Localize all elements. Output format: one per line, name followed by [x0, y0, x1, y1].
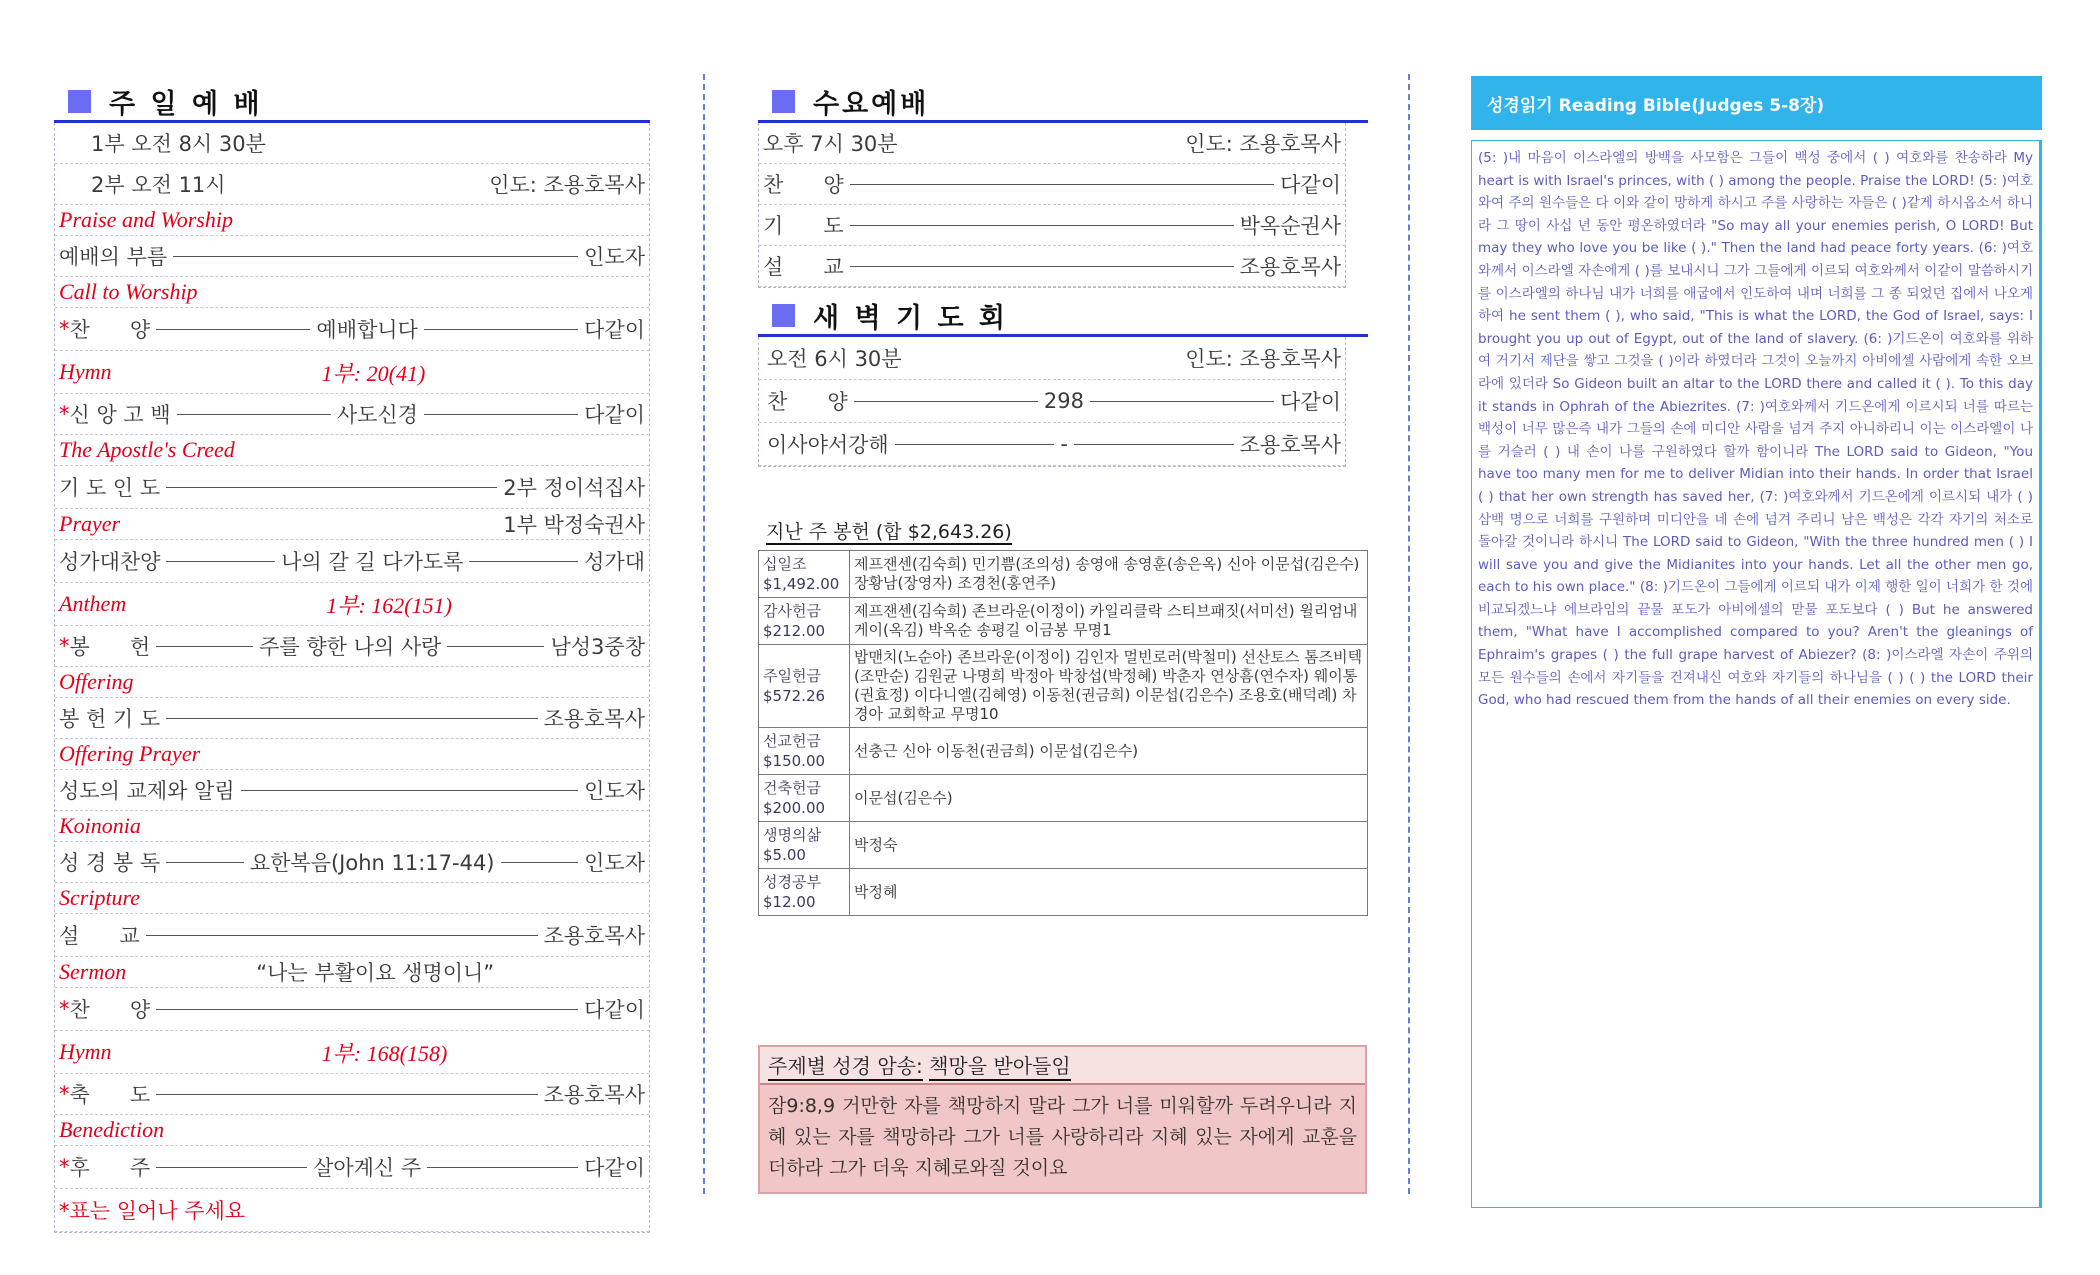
- item-title: 살아계신 주: [313, 1156, 422, 1180]
- order-item-en: [55, 509, 649, 540]
- offering-names: 박정혜: [850, 869, 1368, 916]
- stand-marker: *: [59, 997, 70, 1021]
- order-item-en: [55, 739, 649, 770]
- time-row: [55, 123, 649, 164]
- order-item: [55, 308, 649, 351]
- offering-amount: $150.00: [763, 752, 826, 770]
- item-who: 다같이: [1280, 390, 1342, 414]
- square-bullet-icon: [772, 90, 795, 113]
- order-of-service: [54, 123, 650, 1233]
- item-label: 찬 양: [69, 318, 151, 342]
- english-label: Call to Worship: [59, 279, 198, 304]
- order-item-en: [55, 277, 649, 308]
- offering-row: [759, 775, 1368, 822]
- item-who: 조용호목사: [543, 707, 645, 731]
- offering-category: [759, 645, 850, 728]
- item-who: 다같이: [584, 998, 645, 1022]
- order-item-en: [55, 811, 649, 842]
- bible-reading-box: [1471, 140, 2042, 1208]
- offering-category: [759, 728, 850, 775]
- offering-names: 제프잰센(김숙희) 민기쁨(조의성) 송영애 송영훈(송은옥) 신아 이문섭(김은수) 장황남(장영자) 조경천(홍연주): [850, 551, 1368, 598]
- offering-names: 밥맨치(노순아) 존브라운(이정이) 김인자 멀빈로러(박철미) 선산토스 톰즈비텍(조만순) 김원균 나명희 박정아 박창섭(박정혜) 박춘자 연상흠(연수자) 웨이통(권효정) 이다니엘(김혜영) 이동천(권금희) 이문섭(김은수) 조용호(배덕례) 차경아 교회학교 무명10: [850, 645, 1368, 728]
- offering-category: [759, 551, 850, 598]
- offering-category-label: 주일헌금: [763, 667, 821, 685]
- order-item: [55, 914, 649, 957]
- sermon-title: “나는 부활이요 생명이니”: [256, 961, 495, 985]
- column-divider: [1408, 74, 1410, 1194]
- offering-category-label: 성경공부: [763, 873, 821, 891]
- bible-reading-header: [1471, 76, 2042, 130]
- item-title: 요한복음(John 11:17-44): [249, 851, 495, 875]
- item-who: 조용호목사: [1239, 433, 1342, 457]
- offering-row: [759, 551, 1368, 598]
- order-item: [55, 394, 649, 435]
- item-title: 사도신경: [336, 403, 418, 427]
- service-time: 1부 오전 8시 30분: [91, 132, 266, 156]
- item-title: 나의 갈 길 다가도록: [281, 550, 464, 574]
- hymn-number: 1부: 162(151): [326, 592, 452, 618]
- item-label: 설 교: [59, 924, 140, 948]
- leader: 인도: 조용호목사: [1185, 347, 1341, 371]
- order-item: [759, 205, 1345, 246]
- section-title: 주 일 예 배: [109, 88, 263, 120]
- item-label: 찬 양: [763, 173, 844, 197]
- column-divider: [703, 74, 705, 1194]
- english-label: Benediction: [59, 1117, 165, 1142]
- item-label: 설 교: [763, 255, 844, 279]
- item-label: 성 경 봉 독: [59, 851, 161, 875]
- english-label: Hymn: [59, 1039, 112, 1064]
- section-title: 수요예배: [813, 88, 930, 120]
- item-label: 봉 헌 기 도: [59, 707, 161, 731]
- item-label: 후 주: [69, 1156, 151, 1180]
- order-item-en: [55, 883, 649, 914]
- offering-names: 박정숙: [850, 822, 1368, 869]
- wednesday-order: [758, 123, 1346, 288]
- item-label: 기 도 인 도: [59, 476, 161, 500]
- item-label: 축 도: [69, 1083, 151, 1107]
- item-who: 2부 정이석집사: [503, 476, 645, 500]
- order-item: [759, 246, 1345, 287]
- offering-title: [758, 517, 1368, 544]
- memory-verse-topic: 책망을 받아들임: [929, 1050, 1071, 1081]
- bible-reading-title: 성경읽기 Reading Bible(Judges 5-8장): [1487, 95, 1825, 116]
- standing-note: *표는 일어나 주세요: [59, 1199, 246, 1223]
- offering-row: [759, 822, 1368, 869]
- item-who: 다같이: [584, 403, 645, 427]
- stand-marker: *: [59, 634, 70, 658]
- leader: 인도: 조용호목사: [1185, 132, 1341, 156]
- item-who: 조용호목사: [543, 1083, 645, 1107]
- offering-title-text: 지난 주 봉헌 (합 $2,643.26): [766, 521, 1012, 543]
- order-item: [759, 337, 1345, 380]
- english-label: Offering Prayer: [59, 741, 201, 766]
- order-item-en: [55, 957, 649, 988]
- offering-category-label: 감사헌금: [763, 602, 821, 620]
- item-who: 인도자: [584, 245, 645, 269]
- offering-row: [759, 598, 1368, 645]
- item-label: 성도의 교제와 알림: [59, 779, 235, 803]
- english-label: Praise and Worship: [59, 207, 233, 232]
- service-time: 오전 6시 30분: [767, 347, 902, 371]
- stand-marker: *: [59, 1155, 70, 1179]
- offering-amount: $12.00: [763, 893, 816, 911]
- offering-category: [759, 775, 850, 822]
- item-who: 1부 박정숙권사: [503, 513, 645, 537]
- offering-category-label: 건축헌금: [763, 779, 821, 797]
- order-item-en: [55, 351, 649, 394]
- item-who: 박옥순권사: [1239, 214, 1341, 238]
- square-bullet-icon: [772, 304, 795, 327]
- service-time: 오후 7시 30분: [763, 132, 898, 156]
- item-who: 인도자: [584, 779, 645, 803]
- offering-category-label: 생명의삶: [763, 826, 821, 844]
- weekday-services: [758, 82, 1368, 916]
- sunday-header: [54, 82, 650, 123]
- item-who: 인도자: [584, 851, 645, 875]
- offering-amount: $5.00: [763, 846, 806, 864]
- hymn-number: 298: [1043, 389, 1084, 413]
- item-label: 기 도: [763, 214, 844, 238]
- order-item: [759, 423, 1345, 466]
- item-label: 성가대찬양: [59, 550, 161, 574]
- offering-row: [759, 645, 1368, 728]
- section-title: 새 벽 기 도 회: [813, 302, 1009, 334]
- order-item: [55, 770, 649, 811]
- memory-verse-header: [760, 1047, 1365, 1085]
- square-bullet-icon: [68, 90, 91, 113]
- order-item: [759, 380, 1345, 423]
- bible-reading-text: (5: )내 마음이 이스라엘의 방백을 사모함은 그들이 백성 중에서 ( ) 여호와를 찬송하라 My heart is with Israel's princes, with ( ) among the people. Praise the LORD! (5: )여호와여 주의 원수들은 다 이와 같이 망하게 하시고 주를 사랑하는 자들은 ( )같게 하시옵소서 하니라 그 땅이 사십 년 동안 평온하였더라 "So may all your enemies perish, O LORD! But may they who love you be like ( )." Then the land had peace forty years. (6: )여호와께서 이스라엘 자손에게 ( )를 보내시니 그가 그들에게 이르되 여호와께서 이같이 말씀하시기를 이스라엘의 하나님 내가 너희를 애굽에서 인도하여 내며 너희를 그 종 되었던 집에서 나오게 하여 he sent them ( ), who said, "This is what the LORD, the God of Israel, says: I brought you up out of Egypt, out of the land of slavery. (6: )기드온이 여호와를 위하여 거기서 제단을 쌓고 그것을 ( )이라 하였더라 그것이 오늘까지 아비에셀 사람에게 속한 오브라에 있더라 So Gideon built an altar to the LORD there and called it ( ). To this day it stands in Ophrah of the Abiezrites. (7: )여호와께서 기드온에게 이르시되 너를 따르는 백성이 너무 많은즉 내가 그들의 손에 미디안 사람을 넘겨 주지 아니하리니 이는 이스라엘이 나를 거슬러 ( ) 내 손이 나를 구원하였다 할까 함이니라 The LORD said to Gideon, "You have too many men for me to deliver Midian into their hands. In order that Israel ( ) that her own strength has saved her, (7: )여호와께서 기드온에게 이르시되 내가 ( )삼백 명으로 너희를 구원하며 미디안을 네 손에 넘겨 주리니 남은 백성은 각각 자기의 처소로 돌아갈 것이니라 하시니 The LORD said to Gideon, "With the three hundred men ( ) I will save you and give the Midianites into your hands. Let all the other men go, each to his own place." (8: )기드온이 그들에게 이르되 내가 이제 행한 일이 너희가 한 것에 비교되겠느냐 에브라임의 끝물 포도가 아비에셀의 맏물 포도보다 ( ) But he answered them, "What have I accomplished compared to you? Aren't the gleanings of Ephraim's grapes ( ) the full grape harvest of Abiezer? (8: )이스라엘 자손이 주위의 모든 원수들의 손에서 자기들을 건져내신 여호와 자기들의 하나님을 ( ) ( ) the LORD their God, who had rescued them from the hands of all their enemies on every side.: [1478, 150, 2033, 709]
- english-label: Anthem: [59, 591, 127, 616]
- hymn-number: 1부: 20(41): [321, 360, 426, 386]
- offering-category: [759, 598, 850, 645]
- item-who: 성가대: [584, 550, 645, 574]
- offering-names: 제프잰센(김숙희) 존브라운(이정이) 카일리클락 스티브패짓(서미선) 윌리엄내게이(옥김) 박옥순 송평길 이금봉 무명1: [850, 598, 1368, 645]
- order-item-en: [55, 583, 649, 626]
- sunday-service: [54, 82, 650, 1233]
- item-who: 다같이: [584, 1156, 645, 1180]
- order-item: [55, 540, 649, 583]
- offering-category: [759, 869, 850, 916]
- memory-verse-label: 주제별 성경 암송:: [768, 1050, 923, 1081]
- stand-marker: *: [59, 317, 70, 341]
- offering-table: [758, 550, 1368, 916]
- order-item-en: [55, 1031, 649, 1074]
- item-who: 조용호목사: [543, 924, 645, 948]
- offering-amount: $572.26: [763, 687, 826, 705]
- order-item: [55, 626, 649, 667]
- order-item-en: [55, 435, 649, 466]
- english-label: The Apostle's Creed: [59, 437, 235, 462]
- dawn-order: [758, 337, 1346, 467]
- english-label: Hymn: [59, 359, 112, 384]
- memory-verse-box: [758, 1045, 1367, 1194]
- offering-names: 이문섭(김은수): [850, 775, 1368, 822]
- offering-amount: $1,492.00: [763, 575, 840, 593]
- order-item: [55, 1074, 649, 1115]
- order-item: [55, 466, 649, 509]
- offering-amount: $200.00: [763, 799, 826, 817]
- offering-amount: $212.00: [763, 622, 826, 640]
- item-who: 다같이: [1280, 173, 1341, 197]
- order-item: [55, 236, 649, 277]
- order-item: [759, 123, 1345, 164]
- item-label: 예배의 부름: [59, 245, 168, 269]
- english-label: Scripture: [59, 885, 141, 910]
- time-row: [55, 164, 649, 205]
- item-label: 찬 양: [767, 390, 848, 414]
- standing-note-row: [55, 1189, 649, 1232]
- offering-category-label: 선교헌금: [763, 732, 821, 750]
- english-label: Prayer: [59, 511, 121, 536]
- item-label: 신 앙 고 백: [69, 403, 171, 427]
- item-label: 이사야서강해: [767, 433, 889, 457]
- wednesday-header: [758, 82, 1368, 123]
- memory-verse-text: 잠9:8,9 거만한 자를 책망하지 말라 그가 너를 미워할까 두려우니라 지혜 있는 자를 책망하라 그가 너를 사랑하리라 지혜 있는 자에게 교훈을 더하라 그가 더욱 지혜로와질 것이요: [760, 1085, 1365, 1192]
- leader: 인도: 조용호목사: [489, 173, 645, 197]
- item-who: 조용호목사: [1239, 255, 1341, 279]
- item-title: -: [1060, 432, 1068, 456]
- dawn-header: [758, 296, 1368, 337]
- order-item: [55, 698, 649, 739]
- english-label: Sermon: [59, 959, 127, 984]
- hymn-number: 1부: 168(158): [321, 1040, 448, 1066]
- item-who: 남성3중창: [550, 635, 645, 659]
- item-title: 예배합니다: [316, 318, 418, 342]
- offering-row: [759, 869, 1368, 916]
- service-time: 2부 오전 11시: [91, 173, 226, 197]
- offering-category-label: 십일조: [763, 555, 807, 573]
- offering-category: [759, 822, 850, 869]
- order-item: [55, 1146, 649, 1189]
- order-item: [759, 164, 1345, 205]
- english-label: Koinonia: [59, 813, 141, 838]
- stand-marker: *: [59, 402, 70, 426]
- bible-reading: [1471, 76, 2042, 1208]
- offering-names: 선충근 신아 이동천(권금희) 이문섭(김은수): [850, 728, 1368, 775]
- order-item-en: [55, 205, 649, 236]
- order-item: [55, 842, 649, 883]
- order-item: [55, 988, 649, 1031]
- offering-row: [759, 728, 1368, 775]
- item-who: 다같이: [584, 318, 646, 342]
- item-label: 봉 헌: [69, 635, 151, 659]
- english-label: Offering: [59, 669, 134, 694]
- stand-marker: *: [59, 1082, 70, 1106]
- item-title: 주를 향한 나의 사랑: [259, 635, 442, 659]
- order-item-en: [55, 1115, 649, 1146]
- order-item-en: [55, 667, 649, 698]
- item-label: 찬 양: [69, 998, 151, 1022]
